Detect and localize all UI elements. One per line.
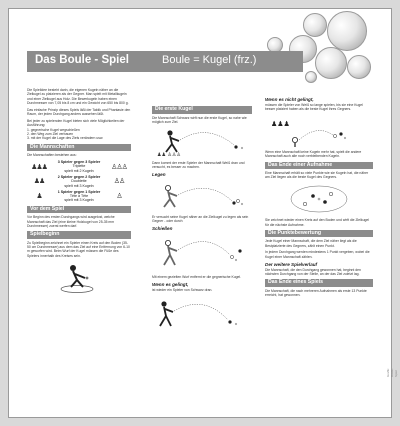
geling-heading: Wenn es gelingt, bbox=[152, 281, 189, 287]
players-icon: ♙♙ bbox=[113, 178, 125, 186]
erste-kugel-text: Die Mannschaft Schwarz wirft nun die erste Kugel, so nahe wie möglich zum Ziel. bbox=[152, 115, 247, 124]
team-line: Tête à Tête bbox=[69, 194, 89, 199]
thrower-illustration bbox=[27, 260, 131, 294]
section-heading-mannschaften: Die Mannschaften bbox=[27, 144, 131, 152]
decorative-ball bbox=[305, 71, 317, 83]
team-line: spielt mit 3 Kugeln bbox=[64, 183, 94, 188]
right-column bbox=[265, 95, 373, 300]
team-line: spielt mit 3 Kugeln bbox=[64, 198, 94, 203]
decorative-ball bbox=[315, 47, 347, 79]
team-line: spielt mit 2 Kugeln bbox=[64, 168, 94, 173]
dann-text: Dann kommt der erste Spieler der Mannschaft Weiß dran und versucht, es besser zu machen. bbox=[152, 160, 245, 169]
team-doublette bbox=[27, 175, 131, 188]
ende-aufnahme-text-2: Sie zeichnet wieder einen Kreis auf den Boden und wirft die Zielkugel für die nächste Aufnahme. bbox=[265, 218, 370, 227]
schiessen-illustration bbox=[152, 233, 252, 273]
geling-text: ist wieder ein Spieler von Schwarz dran. bbox=[152, 287, 213, 292]
team-line: 1 Spieler gegen 1 Spieler bbox=[57, 189, 101, 194]
team-white-illustration bbox=[265, 114, 373, 148]
spielbeginn-text: Zu Spielbeginn zeichnet ein Spieler einen Kreis auf den Boden (35-50 cm Durchmesser) aus dem das Ziel auf eine Entfernung von 6-10 m geworfen wird. Beim Wurf der Kugel müssen die Füße des Spielers innerhalb des Kreises sein. bbox=[27, 240, 130, 258]
players-icon: ♟♟ bbox=[33, 178, 45, 186]
players-icon: ♟♟♟ bbox=[31, 163, 47, 171]
legen-heading: Legen bbox=[152, 171, 166, 177]
team-line: 3 Spieler gegen 3 Spieler bbox=[57, 160, 101, 165]
team-line: Doublette bbox=[71, 179, 87, 184]
team-triplette bbox=[27, 160, 131, 173]
ende-aufnahme-text: Eine Mannschaft erhält so viele Punkte wie sie Kugeln hat, die näher am Ziel liegen als die beste Kugel des Gegners. bbox=[265, 171, 369, 180]
punkte-text-2: In jedem Durchgang werden mindestens 1 Punkt vergeben, wobei die Kugel einer Mannschaft zählen. bbox=[265, 250, 370, 259]
decorative-ball bbox=[347, 55, 371, 79]
legen-text: Er versucht seine Kugel näher an die Zielkugel zu legen als sein Gegner - oder durch bbox=[152, 214, 249, 223]
image-credit: Grafik: Boule-Spiel bbox=[386, 368, 398, 377]
keine-kugel-text: Wenn eine Mannschaft keine Kugeln mehr hat, spielt die andere Mannschaft auch alle noch verbleibenden Kugeln. bbox=[265, 150, 362, 159]
mannschaften-intro: Die Mannschaften bestehen aus: bbox=[27, 153, 77, 158]
middle-column bbox=[152, 103, 252, 340]
section-heading-ende-aufnahme: Das Ende einer Aufnahme bbox=[265, 162, 373, 170]
section-heading-punktebewertung: Die Punktebewertung bbox=[265, 230, 373, 238]
section-heading-vor-dem-spiel: Vor dem Spiel bbox=[27, 206, 131, 214]
vor-dem-spiel-text: Vor Beginn des ersten Durchgangs wird ausgelost, welche Mannschaft das Ziel (eine kleine Holzkugel von 25-35 mm Durchmesser) zuerst werfen darf. bbox=[27, 215, 115, 228]
intro-paragraph: Bei jeder zu spielenden Kugel bieten sich viele Möglichkeiten der Ausführung: bbox=[27, 118, 125, 128]
section-heading-erste-kugel: Die erste Kugel bbox=[152, 106, 252, 114]
schiessen-heading: Schießen bbox=[152, 225, 173, 231]
page-title: Das Boule - Spiel bbox=[35, 54, 129, 66]
intro-list-item: 2. den Weg zum Ziel verbauen bbox=[27, 132, 74, 137]
team-line: 2 Spieler gegen 2 Spieler bbox=[57, 174, 101, 179]
players-icon: ♙♙♙ bbox=[111, 163, 127, 171]
team-line: Triplette bbox=[72, 164, 86, 169]
section-heading-ende-spiel: Das Ende eines Spiels bbox=[265, 279, 373, 287]
verlauf-heading: Der weitere Spielverlauf bbox=[265, 261, 318, 267]
intro-paragraph: Die Spielidee besteht darin, die eigenen Kugeln näher an die Zielkugel zu platzieren als der Gegner. Man spielt mit Metallkugeln und einer Zielkugel aus Holz. Die Bewerkugeln haben einen Durchmesser von 7,05 bis 8 cm und ein Gewicht von 650 bis 800 g. bbox=[27, 88, 129, 105]
section-heading-spielbeginn: Spielbeginn bbox=[27, 231, 131, 239]
left-column bbox=[27, 88, 131, 296]
scoring-circle-illustration bbox=[265, 182, 373, 216]
intro-list-item: 3. mit der Kugel die Lage des Ziels verändern usw. bbox=[27, 136, 104, 141]
verlauf-text: Die Mannschaft, die den Durchgang gewonnen hat, beginnt den nächsten Durchgang von der Stelle, an der das Ziel zuletzt lag. bbox=[265, 267, 361, 276]
players-icon: ♙ bbox=[116, 193, 122, 201]
legen-illustration bbox=[152, 179, 252, 213]
players-icon: ♟ bbox=[36, 193, 42, 201]
decorative-ball bbox=[303, 13, 327, 37]
intro-paragraph: Das einfache Prinzip dieses Spiels läßt der Taktik und Phantasie den Raum, der jeden Durchgang anders aussehen läßt. bbox=[27, 107, 131, 116]
svg-text:♟♟ ♙♙♙: ♟♟ ♙♙♙ bbox=[157, 151, 181, 158]
team-tete-a-tete bbox=[27, 190, 131, 203]
intro-list-item: 1. gegnerische Kugel wegschießen bbox=[27, 127, 80, 132]
first-throw-illustration bbox=[152, 127, 252, 159]
nicht-geling-heading: Wenn es nicht gelingt, bbox=[265, 97, 314, 102]
decorative-ball bbox=[327, 11, 367, 51]
nicht-geling-text: müssen die Spieler von Weiß so lange spielen, bis sie eine Kugel besser platziert haben als die beste Kugel ihres Gegners. bbox=[265, 103, 363, 112]
page-subtitle: Boule = Kugel (frz.) bbox=[162, 54, 257, 66]
ende-spiel-text: Die Mannschaft, die nach mehreren Aufnahmen als erste 13 Punkte erreicht, hat gewonnen. bbox=[265, 288, 367, 297]
next-player-illustration bbox=[152, 294, 252, 338]
svg-text:♟♟♟: ♟♟♟ bbox=[271, 121, 290, 129]
poster bbox=[8, 8, 398, 418]
title-banner bbox=[27, 51, 303, 72]
schiessen-text: Mit einem gezielten Wurf entfernt er die gegnerische Kugel. bbox=[152, 274, 242, 279]
punkte-text: Jede Kugel einer Mannschaft, die dem Ziel näher liegt als die Bestplatzierte des Gegners, zählt einen Punkt. bbox=[265, 239, 357, 248]
